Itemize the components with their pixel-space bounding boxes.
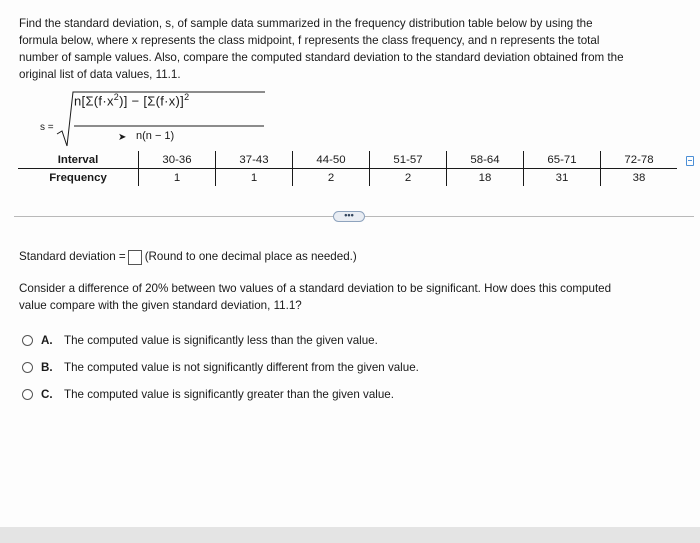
row-label-interval: Interval bbox=[18, 151, 139, 169]
numerator-middle: )] − [Σ(f·x)] bbox=[119, 93, 185, 109]
expand-more-button[interactable]: ••• bbox=[333, 211, 365, 222]
option-letter: A. bbox=[41, 334, 53, 347]
interval-cell: 72-78 bbox=[601, 151, 678, 169]
interval-cell: 58-64 bbox=[447, 151, 524, 169]
problem-line: original list of data values, 11.1. bbox=[19, 68, 181, 81]
frequency-cell: 2 bbox=[293, 169, 370, 187]
option-letter: B. bbox=[41, 361, 53, 374]
std-dev-answer-input[interactable] bbox=[128, 250, 142, 265]
problem-statement bbox=[19, 15, 694, 83]
formula-s-label: s = bbox=[40, 122, 54, 133]
problem-line: number of sample values. Also, compare the computed standard deviation to the standard deviation obtained from the bbox=[19, 51, 624, 64]
interval-cell: 44-50 bbox=[293, 151, 370, 169]
frequency-cell: 38 bbox=[601, 169, 678, 187]
mouse-cursor-icon: ➤ bbox=[118, 132, 127, 143]
interval-cell: 51-57 bbox=[370, 151, 447, 169]
interval-row bbox=[18, 151, 677, 169]
frequency-cell: 2 bbox=[370, 169, 447, 187]
radio-button[interactable] bbox=[22, 389, 33, 400]
interval-cell: 37-43 bbox=[216, 151, 293, 169]
formula-numerator bbox=[74, 92, 189, 108]
frequency-cell: 31 bbox=[524, 169, 601, 187]
rounding-hint: (Round to one decimal place as needed.) bbox=[144, 250, 357, 263]
bottom-bar bbox=[0, 527, 700, 543]
option-text: The computed value is significantly greater than the given value. bbox=[64, 388, 394, 401]
frequency-cell: 18 bbox=[447, 169, 524, 187]
option-text: The computed value is not significantly different from the given value. bbox=[64, 361, 419, 374]
interval-cell: 30-36 bbox=[139, 151, 216, 169]
answer-line bbox=[19, 249, 357, 265]
frequency-cell: 1 bbox=[139, 169, 216, 187]
frequency-table bbox=[18, 151, 677, 186]
interval-cell: 65-71 bbox=[524, 151, 601, 169]
problem-line: formula below, where x represents the class midpoint, f represents the class frequency, and n represents the total bbox=[19, 34, 600, 47]
numerator-prefix: n[Σ(f·x bbox=[74, 93, 114, 109]
answer-label: Standard deviation = bbox=[19, 250, 126, 263]
std-dev-formula bbox=[40, 90, 300, 150]
problem-line: Find the standard deviation, s, of sample data summarized in the frequency distribution table below by using the bbox=[19, 17, 593, 30]
row-label-frequency: Frequency bbox=[49, 171, 107, 184]
radio-button[interactable] bbox=[22, 335, 33, 346]
formula-denominator: n(n − 1) bbox=[136, 130, 175, 142]
frequency-cell: 1 bbox=[216, 169, 293, 187]
numerator-exponent: 2 bbox=[113, 92, 120, 102]
question-line: value compare with the given standard deviation, 11.1? bbox=[19, 299, 302, 312]
copy-table-icon[interactable] bbox=[686, 156, 694, 166]
numerator-exponent: 2 bbox=[184, 92, 190, 102]
radio-button[interactable] bbox=[22, 362, 33, 373]
comparison-question bbox=[19, 280, 689, 314]
option-letter: C. bbox=[41, 388, 53, 401]
question-line: Consider a difference of 20% between two values of a standard deviation to be significant. How does this computed bbox=[19, 282, 612, 295]
frequency-row bbox=[18, 169, 677, 187]
option-text: The computed value is significantly less than the given value. bbox=[64, 334, 378, 347]
